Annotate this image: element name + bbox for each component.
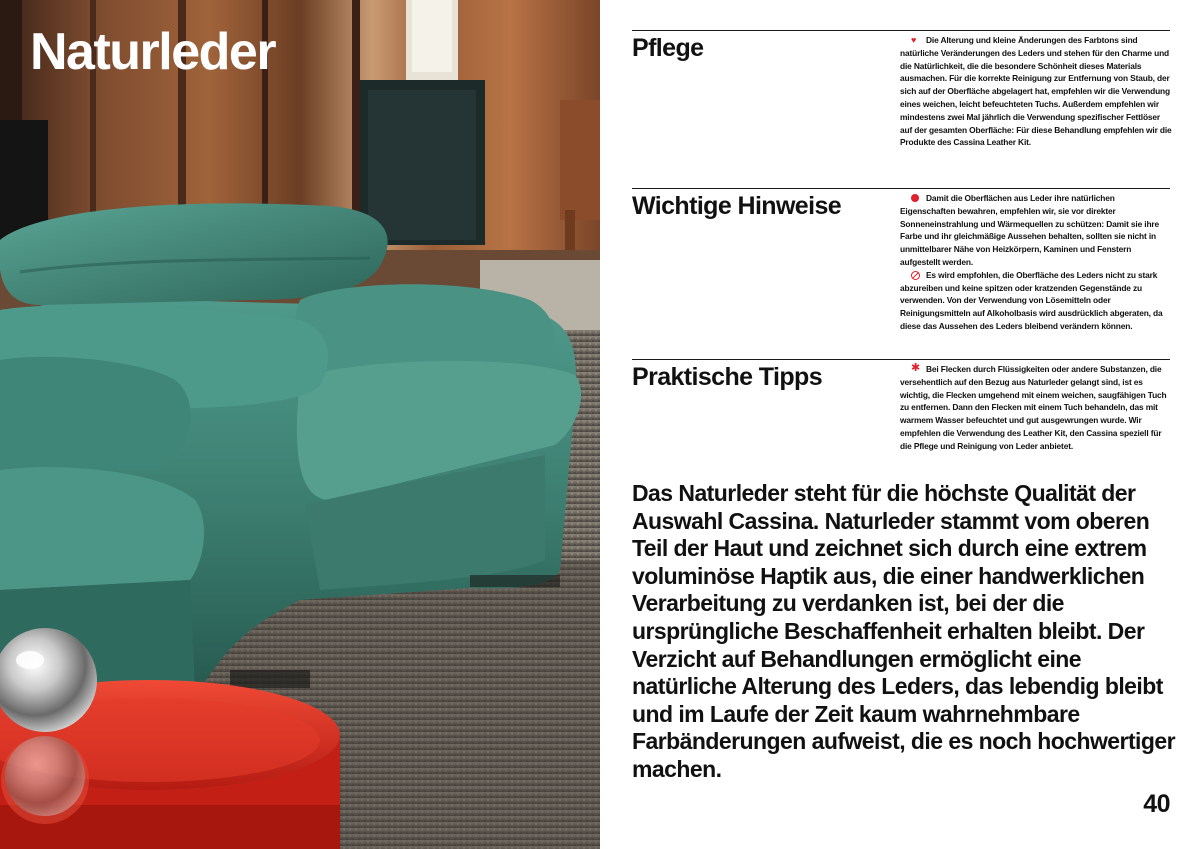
- section-wichtige-hinweise: [632, 188, 1170, 354]
- section-heading: Wichtige Hinweise: [632, 192, 842, 220]
- section-body: [900, 363, 1172, 453]
- section-pflege: [632, 30, 1170, 181]
- lead-paragraph: Das Naturleder steht für die höchste Qualität der Auswahl Cassina. Naturleder stammt vom oberen Teil der Haut und zeichnet sich durch eine extrem voluminöse Haptik aus, die einer handwerklichen Verarbeitung zu verdanken ist, bei der die ursprüngliche Beschaffenheit erhalten bleibt. Der Verzicht auf Behandlungen ermöglicht eine natürliche Alterung des Leders, das lebendig bleibt und im Laufe der Zeit kaum wahrnehmbare Farbänderungen aufweist, die es noch hochwertiger machen.: [632, 480, 1176, 782]
- section-heading: Praktische Tipps: [632, 363, 823, 391]
- section-body: [900, 192, 1172, 333]
- asterisk-icon: ✱: [911, 362, 921, 374]
- section-paragraph: Damit die Oberflächen aus Leder ihre natürlichen Eigenschaften bewahren, empfehlen wir, sie vor direkter Sonneneinstrahlung und Wärmequellen zu schützen: Damit sie ihre Farbe und ihr gleichmäßige Aussehen behalten, sollten sie nicht in unmittelbarer Nähe von Heizkörpern, Kaminen und Fenstern aufgestellt werden.: [900, 193, 1160, 267]
- page-number: 40: [1143, 790, 1170, 818]
- heart-icon: ♥: [911, 35, 917, 45]
- section-paragraph: Es wird empfohlen, die Oberfläche des Leders nicht zu stark abzureiben und keine spitzen oder kratzenden Gegenstände zu verwenden. Von der Verwendung von Lösemitteln oder Reinigungsmitteln auf Alkoholbasis wird ausdrücklich abgeraten, da diese das Aussehen des Leders bleibend verändern können.: [900, 269, 1163, 331]
- photo-title: Naturleder: [30, 23, 276, 81]
- prohibited-icon: [911, 271, 920, 280]
- section-paragraph: ✱ Bei Flecken durch Flüssigkeiten oder andere Substanzen, die versehentlich auf den Bezug aus Naturleder gelangt sind, ist es wichtig, die Flecken umgehend mit einem weichen, saugfähigen Tuch zu entfernen. Dann den Flecken mit einem Tuch behandeln, das mit warmem Wasser befeuchtet und gut ausgewrungen wurde. Wir empfehlen die Verwendung des Leather Kit, den Cassina speziell für die Pflege und Reinigung von Leder anbietet.: [900, 362, 1167, 451]
- section-body: [900, 34, 1172, 149]
- section-praktische-tipps: [632, 359, 1170, 472]
- alert-dot-icon: [911, 194, 919, 202]
- section-heading: Pflege: [632, 34, 704, 62]
- section-paragraph: ♥ Die Alterung und kleine Änderungen des Farbtons sind natürliche Veränderungen des Leders und stehen für den Charme und die Natürlichkeit, die die besondere Schönheit dieses Materials ausmachen. Für die korrekte Reinigung zur Entfernung von Staub, der sich auf der Oberfläche abgelagert hat, empfehlen wir die Verwendung eines weichen, leicht befeuchteten Tuchs. Außerdem empfehlen wir mindestens zwei Mal jährlich die Verwendung spezifischer Fettlöser auf der gesamten Oberfläche: Für diese Behandlung empfehlen wir die Produkte des Cassina Leather Kit.: [900, 35, 1172, 148]
